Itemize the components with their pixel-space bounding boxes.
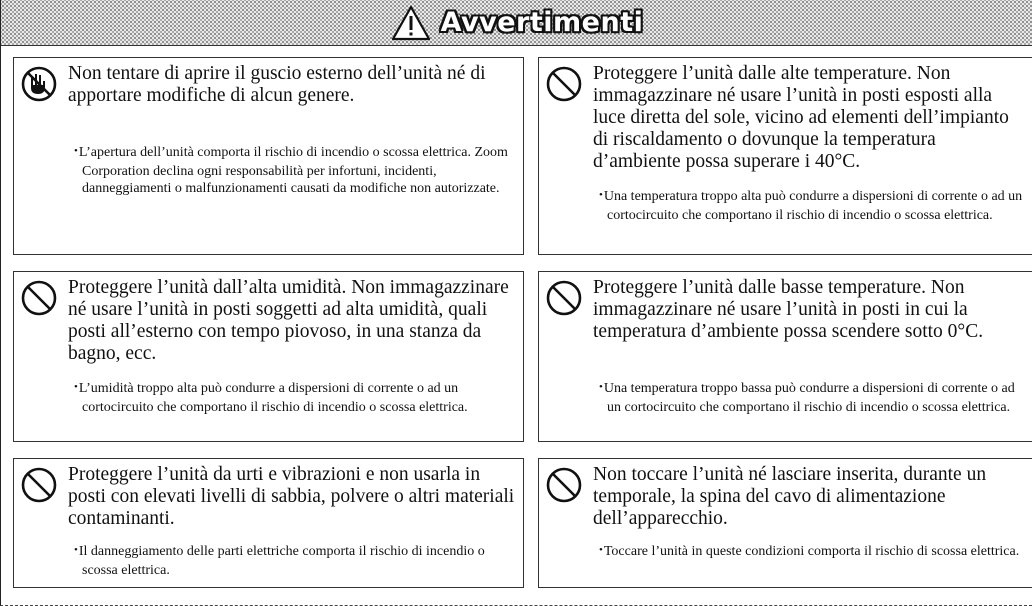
prohibition-icon bbox=[545, 279, 583, 317]
bullet-icon: • bbox=[599, 189, 603, 201]
warning-note: •Il danneggiamento delle parti elettriche comporta il rischio di incendio o scossa elettrica. bbox=[74, 544, 485, 578]
warning-main-text: Proteggere l’unità da urti e vibrazioni e non usarla in posti con elevati livelli di sabbia, polvere o altri materiali contaminanti. bbox=[68, 464, 515, 529]
warning-main-text: Proteggere l’unità dall’alta umidità. Non immagazzinare né usare l’unità in posti soggetti ad alta umidità, quali posti all’esterno con tempo piovoso, in una stanza da bagno, ecc. bbox=[68, 277, 509, 364]
bullet-icon: • bbox=[599, 381, 603, 393]
warning-box-humidity bbox=[13, 271, 524, 442]
warning-note: •Una temperatura troppo alta può condurre a dispersioni di corrente o ad un cortocircuito che comportano il rischio di incendio o scossa elettrica. bbox=[599, 189, 1023, 223]
bullet-icon: • bbox=[74, 145, 78, 157]
prohibition-icon bbox=[545, 466, 583, 504]
warning-box-vibration bbox=[13, 458, 524, 588]
warning-box-disassembly bbox=[13, 57, 524, 255]
bullet-icon: • bbox=[74, 381, 78, 393]
warnings-header bbox=[1, 0, 1032, 46]
warning-main-text: Non toccare l’unità né lasciare inserita, durante un temporale, la spina del cavo di alimentazione dell’apparecchio. bbox=[593, 464, 987, 529]
warning-main-text: Proteggere l’unità dalle alte temperature. Non immagazzinare né usare l’unità in posti esposti alla luce diretta del sole, vicino ad elementi dell’impianto di riscaldamento o dovunque la temperatura d’ambiente possa superare i 40°C. bbox=[593, 63, 1009, 172]
bullet-icon: • bbox=[599, 544, 603, 556]
warning-note: •L’umidità troppo alta può condurre a dispersioni di corrente o ad un cortocircuito che comportano il rischio di incendio o scossa elettrica. bbox=[74, 381, 468, 415]
warning-box-high-temperature bbox=[538, 57, 1032, 255]
bullet-icon: • bbox=[74, 544, 78, 556]
warning-box-thunderstorm bbox=[538, 458, 1032, 588]
warning-triangle-icon bbox=[391, 5, 431, 41]
warning-box-low-temperature bbox=[538, 271, 1032, 442]
warning-note: •Toccare l’unità in queste condizioni comporta il rischio di scossa elettrica. bbox=[599, 544, 1020, 559]
prohibition-icon bbox=[20, 279, 58, 317]
page-title: Avvertimenti bbox=[440, 7, 644, 38]
warning-main-text: Proteggere l’unità dalle basse temperature. Non immagazzinare né usare l’unità in posti in cui la temperatura d’ambiente possa scendere sotto 0°C. bbox=[593, 277, 984, 342]
prohibition-icon bbox=[545, 65, 583, 103]
no-disassembly-icon bbox=[20, 65, 58, 103]
warning-note: •Una temperatura troppo bassa può condurre a dispersioni di corrente o ad un cortocircuito che comportano il rischio di incendio o scossa elettrica. bbox=[599, 381, 1015, 415]
warning-note: •L’apertura dell’unità comporta il rischio di incendio o scossa elettrica. Zoom Corporation declina ogni responsabilità per infortuni, incidenti, danneggiamenti o malfunzionamenti causati da modifiche non autorizzate. bbox=[74, 145, 508, 196]
warning-main-text: Non tentare di aprire il guscio esterno dell’unità né di apportare modifiche di alcun genere. bbox=[68, 63, 486, 106]
prohibition-icon bbox=[20, 466, 58, 504]
